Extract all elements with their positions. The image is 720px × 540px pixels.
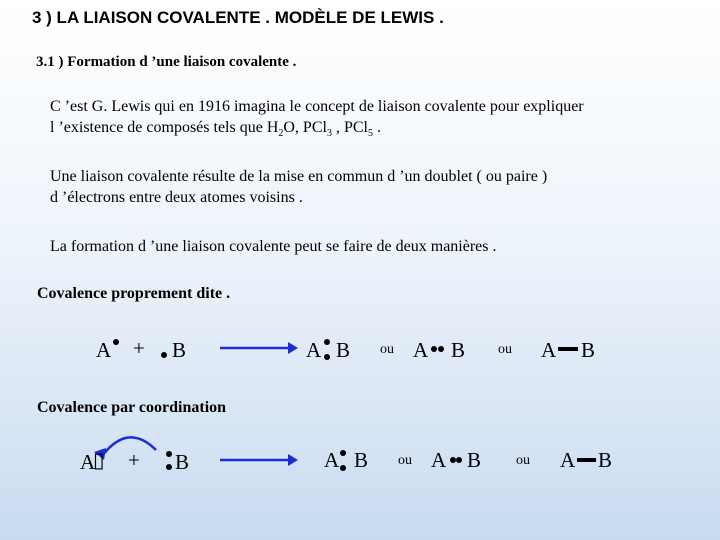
or-text: ou bbox=[380, 342, 394, 357]
electron-dot bbox=[340, 450, 346, 456]
paragraph-lewis-line2: l ’existence de composés tels que $H_2O$, PCl$_3$ , PCl$_5$ . bbox=[50, 119, 381, 140]
label-covalence: Covalence proprement dite . bbox=[37, 285, 231, 302]
paragraph-definition-line2: d ’électrons entre deux atomes voisins . bbox=[50, 189, 303, 206]
atom-b: B bbox=[467, 448, 482, 472]
plus-sign: + bbox=[128, 448, 140, 472]
atom-a: A bbox=[80, 450, 96, 474]
electron-dot bbox=[166, 451, 172, 457]
atom-a: A bbox=[96, 338, 112, 362]
section-subtitle: 3.1 ) Formation d ’une liaison covalente . bbox=[36, 54, 297, 70]
electron-dot bbox=[324, 354, 330, 360]
page-title: 3 ) LA LIAISON COVALENTE . MODÈLE DE LEWIS . bbox=[32, 8, 444, 27]
atom-a: A bbox=[541, 338, 557, 362]
paragraph-definition bbox=[50, 166, 547, 208]
atom-a: A bbox=[306, 338, 322, 362]
atom-a: A bbox=[431, 448, 447, 472]
electron-dot bbox=[340, 465, 346, 471]
electron-dot bbox=[161, 352, 167, 358]
electron-dot bbox=[166, 464, 172, 470]
paragraph-lewis bbox=[50, 96, 584, 144]
paragraph-lewis-line1: C ’est G. Lewis qui en 1916 imagina le concept de liaison covalente pour expliquer bbox=[50, 98, 584, 115]
atom-a: A bbox=[413, 338, 429, 362]
bond-line bbox=[558, 347, 578, 351]
atom-b: B bbox=[175, 450, 190, 474]
atom-b: B bbox=[451, 338, 466, 362]
electron-dot bbox=[324, 339, 330, 345]
atom-a: A bbox=[560, 448, 576, 472]
atom-b: B bbox=[581, 338, 596, 362]
paragraph-definition-line1: Une liaison covalente résulte de la mise en commun d ’un doublet ( ou paire ) bbox=[50, 168, 548, 185]
or-text: ou bbox=[398, 453, 412, 468]
electron-dot bbox=[438, 346, 444, 352]
empty-box: ▯ bbox=[93, 448, 105, 472]
reaction-arrow bbox=[218, 452, 300, 468]
atom-b: B bbox=[598, 448, 613, 472]
electron-dot bbox=[456, 457, 462, 463]
bond-line bbox=[577, 458, 596, 462]
paragraph-two-ways: La formation d ’une liaison covalente peut se faire de deux manières . bbox=[50, 238, 497, 255]
plus-sign: + bbox=[133, 336, 145, 360]
electron-dot bbox=[431, 346, 437, 352]
or-text: ou bbox=[498, 342, 512, 357]
or-text: ou bbox=[516, 453, 530, 468]
atom-b: B bbox=[172, 338, 187, 362]
atom-b: B bbox=[336, 338, 351, 362]
atom-a: A bbox=[324, 448, 340, 472]
reaction-arrow bbox=[218, 340, 300, 356]
electron-dot bbox=[113, 339, 119, 345]
label-coordination: Covalence par coordination bbox=[37, 399, 227, 416]
atom-b: B bbox=[354, 448, 369, 472]
